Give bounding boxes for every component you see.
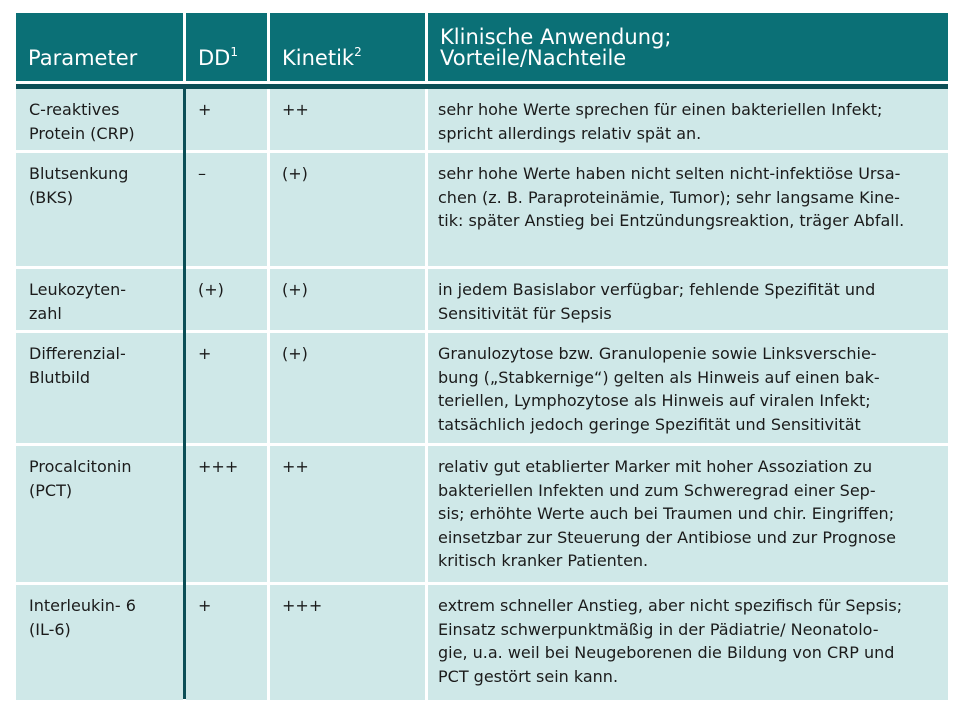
cell-parameter [16, 269, 183, 330]
cell-clinical [428, 333, 948, 443]
cell-parameter-line: (BKS) [29, 187, 74, 207]
cell-parameter [16, 89, 183, 150]
cell-clinical-line: Sensitivität für Sepsis [438, 303, 612, 323]
cell-dd: – [186, 153, 267, 266]
cell-clinical-line: sehr hohe Werte sprechen für einen bakteriellen Infekt; [438, 100, 883, 119]
cell-parameter-line: Procalcitonin [29, 457, 132, 476]
cell-clinical [428, 153, 948, 266]
cell-clinical [428, 585, 948, 700]
cell-clinical-line: extrem schneller Anstieg, aber nicht spezifisch für Sepsis; [438, 596, 903, 615]
header-kinetik [270, 13, 425, 81]
cell-clinical-line: bakteriellen Infekten und zum Schweregrad einer Sep- [438, 480, 876, 500]
header-kinetik-label: Kinetik [282, 46, 355, 70]
cell-clinical-line: Einsatz schwerpunktmäßig in der Pädiatrie/ Neonatolo- [438, 619, 879, 639]
cell-dd: +++ [186, 446, 267, 582]
cell-clinical [428, 89, 948, 150]
cell-clinical-line: sehr hohe Werte haben nicht selten nicht-infektiöse Ursa- [438, 164, 901, 183]
cell-clinical-line: in jedem Basislabor verfügbar; fehlende Spezifität und [438, 280, 876, 299]
table-row [16, 446, 948, 582]
cell-parameter-line: zahl [29, 303, 62, 323]
cell-clinical-line: spricht allerdings relativ spät an. [438, 123, 702, 143]
header-kinetik-footnote: 2 [354, 45, 362, 59]
table-row [16, 333, 948, 443]
cell-parameter-line: (IL-6) [29, 619, 71, 639]
cell-parameter-line: Differenzial- [29, 344, 126, 363]
cell-clinical-line: bung („Stabkernige“) gelten als Hinweis auf einen bak- [438, 367, 880, 387]
cell-kinetik: (+) [270, 333, 425, 443]
cell-clinical-line: kritisch kranker Patienten. [438, 551, 649, 570]
header-dd-footnote: 1 [230, 45, 238, 59]
cell-parameter-line: Protein (CRP) [29, 123, 135, 143]
cell-clinical-line: einsetzbar zur Steuerung der Antibiose und zur Prognose [438, 527, 896, 547]
header-dd-label: DD [198, 46, 231, 70]
table-row [16, 269, 948, 330]
table-row [16, 585, 948, 700]
table-header-row [16, 13, 948, 81]
cell-parameter-line: Blutbild [29, 367, 91, 387]
cell-kinetik: +++ [270, 585, 425, 700]
cell-parameter-line: (PCT) [29, 480, 73, 500]
cell-clinical-line: chen (z. B. Paraproteinämie, Tumor); sehr langsame Kine- [438, 187, 900, 207]
cell-kinetik: ++ [270, 446, 425, 582]
header-clinical-line-1: Klinische Anwendung; [440, 25, 672, 49]
cell-dd: + [186, 585, 267, 700]
cell-parameter [16, 446, 183, 582]
cell-dd: + [186, 333, 267, 443]
cell-parameter [16, 153, 183, 266]
cell-parameter-line: Leukozyten- [29, 280, 126, 299]
cell-dd: (+) [186, 269, 267, 330]
cell-clinical [428, 269, 948, 330]
table-row [16, 89, 948, 150]
table-row [16, 153, 948, 266]
cell-dd: + [186, 89, 267, 150]
cell-clinical-line: tik: später Anstieg bei Entzündungsreaktion, träger Abfall. [438, 211, 905, 230]
cell-parameter-line: Interleukin- 6 [29, 596, 136, 615]
cell-clinical-line: Granulozytose bzw. Granulopenie sowie Linksverschie- [438, 344, 877, 363]
cell-clinical-line: sis; erhöhte Werte auch bei Traumen und chir. Eingriffen; [438, 504, 895, 523]
cell-parameter [16, 585, 183, 700]
header-parameter-label: Parameter [28, 46, 138, 70]
cell-kinetik: (+) [270, 269, 425, 330]
cell-clinical-line: teriellen, Lymphozytose als Hinweis auf viralen Infekt; [438, 391, 871, 410]
cell-parameter-line: C-reaktives [29, 100, 120, 119]
cell-clinical-line: PCT gestört sein kann. [438, 666, 619, 686]
cell-kinetik: ++ [270, 89, 425, 150]
sepsis-marker-table [16, 13, 948, 700]
cell-clinical [428, 446, 948, 582]
cell-clinical-line: gie, u.a. weil bei Neugeborenen die Bildung von CRP und [438, 643, 895, 662]
header-clinical-line-2: Vorteile/Nachteile [440, 46, 627, 70]
cell-kinetik: (+) [270, 153, 425, 266]
header-clinical [428, 13, 948, 81]
header-parameter [16, 13, 183, 81]
cell-parameter [16, 333, 183, 443]
cell-parameter-line: Blutsenkung [29, 164, 129, 183]
header-dd [186, 13, 267, 81]
cell-clinical-line: tatsächlich jedoch geringe Spezifität und Sensitivität [438, 414, 861, 434]
cell-clinical-line: relativ gut etablierter Marker mit hoher Assoziation zu [438, 457, 873, 476]
